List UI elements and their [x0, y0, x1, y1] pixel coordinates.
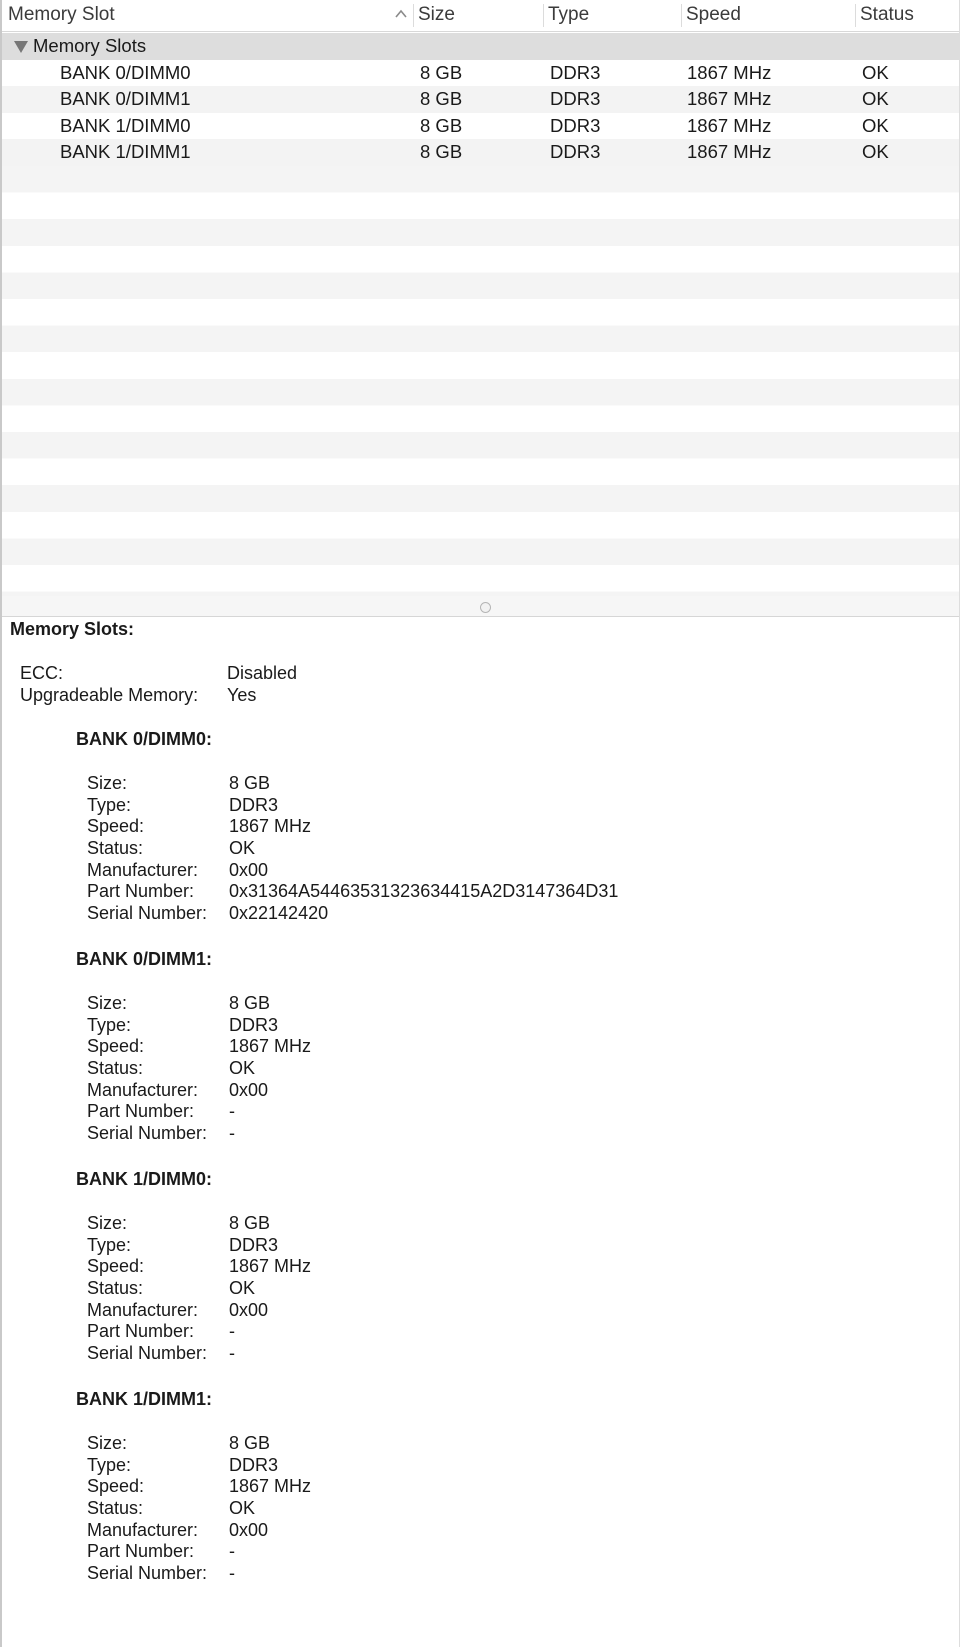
prop-label: Status: [87, 1058, 144, 1078]
cell-size: 8 GB [420, 88, 463, 110]
cell-type: DDR3 [550, 61, 601, 83]
prop-label: Serial Number: [87, 1343, 208, 1363]
prop-label: Part Number: [87, 1541, 195, 1561]
window-left-border [0, 0, 2, 1647]
prop-value: 0x31364A54463531323634415A2D3147364D31 [229, 881, 619, 901]
prop-label: Status: [87, 1278, 144, 1298]
empty-table-rows [0, 166, 960, 596]
summary-label-upgradeable: Upgradeable Memory: [20, 685, 199, 705]
memory-table [0, 0, 960, 604]
prop-label: Size: [87, 1433, 128, 1453]
prop-label: Speed: [87, 816, 145, 836]
prop-label: Part Number: [87, 1101, 195, 1121]
prop-value: 8 GB [229, 1213, 271, 1233]
cell-speed: 1867 MHz [687, 141, 772, 163]
disclosure-triangle-down-icon[interactable] [14, 41, 28, 53]
prop-label: Serial Number: [87, 1123, 208, 1143]
prop-label: Type: [87, 1235, 132, 1255]
prop-value: 0x00 [229, 1300, 269, 1320]
prop-value: OK [229, 1058, 256, 1078]
table-row[interactable] [0, 113, 960, 140]
cell-type: DDR3 [550, 88, 601, 110]
prop-value: 1867 MHz [229, 1256, 312, 1276]
group-row-memory-slots[interactable] [0, 33, 960, 60]
bank-title: BANK 1/DIMM0: [76, 1169, 213, 1189]
prop-label: Type: [87, 1015, 132, 1035]
prop-label: Part Number: [87, 1321, 195, 1341]
table-row[interactable] [0, 86, 960, 113]
cell-slot: BANK 0/DIMM1 [60, 88, 191, 110]
cell-speed: 1867 MHz [687, 88, 772, 110]
prop-label: Manufacturer: [87, 860, 199, 880]
table-body [0, 33, 960, 166]
table-row[interactable] [0, 60, 960, 87]
bank-title: BANK 0/DIMM0: [76, 729, 213, 749]
prop-value: DDR3 [229, 795, 279, 815]
prop-label: Size: [87, 993, 128, 1013]
prop-label: Type: [87, 795, 132, 815]
prop-label: Type: [87, 1455, 132, 1475]
prop-value: OK [229, 838, 256, 858]
summary-label-ecc: ECC: [20, 663, 64, 683]
column-header-type[interactable]: Type [548, 4, 590, 25]
summary-value-ecc: Disabled [227, 663, 298, 683]
prop-value: - [229, 1541, 235, 1561]
prop-label: Manufacturer: [87, 1300, 199, 1320]
prop-label: Part Number: [87, 881, 195, 901]
cell-size: 8 GB [420, 141, 463, 163]
prop-label: Size: [87, 773, 128, 793]
prop-value: 1867 MHz [229, 816, 312, 836]
cell-status: OK [862, 114, 889, 136]
prop-label: Status: [87, 1498, 144, 1518]
cell-status: OK [862, 61, 889, 83]
column-header-memory-slot[interactable]: Memory Slot [8, 4, 115, 25]
column-header-size[interactable]: Size [418, 4, 455, 25]
bank-title: BANK 1/DIMM1: [76, 1389, 213, 1409]
prop-label: Speed: [87, 1036, 145, 1056]
prop-label: Serial Number: [87, 903, 208, 923]
prop-value: 8 GB [229, 773, 271, 793]
prop-label: Serial Number: [87, 1563, 208, 1583]
cell-speed: 1867 MHz [687, 114, 772, 136]
prop-value: 1867 MHz [229, 1476, 312, 1496]
prop-value: - [229, 1123, 235, 1143]
cell-slot: BANK 1/DIMM1 [60, 141, 191, 163]
prop-value: 0x22142420 [229, 903, 329, 923]
cell-type: DDR3 [550, 114, 601, 136]
cell-type: DDR3 [550, 141, 601, 163]
summary-value-upgradeable: Yes [227, 685, 257, 705]
prop-label: Speed: [87, 1476, 145, 1496]
prop-value: - [229, 1343, 235, 1363]
prop-value: - [229, 1101, 235, 1121]
prop-value: - [229, 1321, 235, 1341]
prop-value: 8 GB [229, 1433, 271, 1453]
group-label: Memory Slots [33, 35, 147, 56]
cell-status: OK [862, 88, 889, 110]
column-divider[interactable] [413, 4, 414, 27]
splitter-handle[interactable] [480, 602, 491, 613]
prop-value: DDR3 [229, 1455, 279, 1475]
column-header-speed[interactable]: Speed [686, 4, 741, 25]
cell-speed: 1867 MHz [687, 61, 772, 83]
column-divider[interactable] [543, 4, 544, 27]
table-row[interactable] [0, 139, 960, 166]
prop-label: Manufacturer: [87, 1080, 199, 1100]
cell-slot: BANK 0/DIMM0 [60, 61, 191, 83]
bank-title: BANK 0/DIMM1: [76, 949, 213, 969]
prop-value: - [229, 1563, 235, 1583]
prop-label: Size: [87, 1213, 128, 1233]
column-divider[interactable] [681, 4, 682, 27]
cell-slot: BANK 1/DIMM0 [60, 114, 191, 136]
detail-title: Memory Slots: [10, 619, 135, 639]
prop-label: Speed: [87, 1256, 145, 1276]
chevron-up-icon[interactable] [393, 6, 409, 22]
prop-value: OK [229, 1278, 256, 1298]
cell-size: 8 GB [420, 61, 463, 83]
column-divider[interactable] [855, 4, 856, 27]
cell-size: 8 GB [420, 114, 463, 136]
prop-value: 0x00 [229, 1080, 269, 1100]
prop-label: Manufacturer: [87, 1520, 199, 1540]
table-header [0, 0, 960, 32]
prop-value: 1867 MHz [229, 1036, 312, 1056]
prop-value: 0x00 [229, 1520, 269, 1540]
prop-value: 0x00 [229, 860, 269, 880]
prop-value: OK [229, 1498, 256, 1518]
prop-value: 8 GB [229, 993, 271, 1013]
prop-value: DDR3 [229, 1015, 279, 1035]
column-header-status[interactable]: Status [860, 4, 914, 25]
detail-pane [0, 617, 960, 1647]
prop-label: Status: [87, 838, 144, 858]
prop-value: DDR3 [229, 1235, 279, 1255]
cell-status: OK [862, 141, 889, 163]
